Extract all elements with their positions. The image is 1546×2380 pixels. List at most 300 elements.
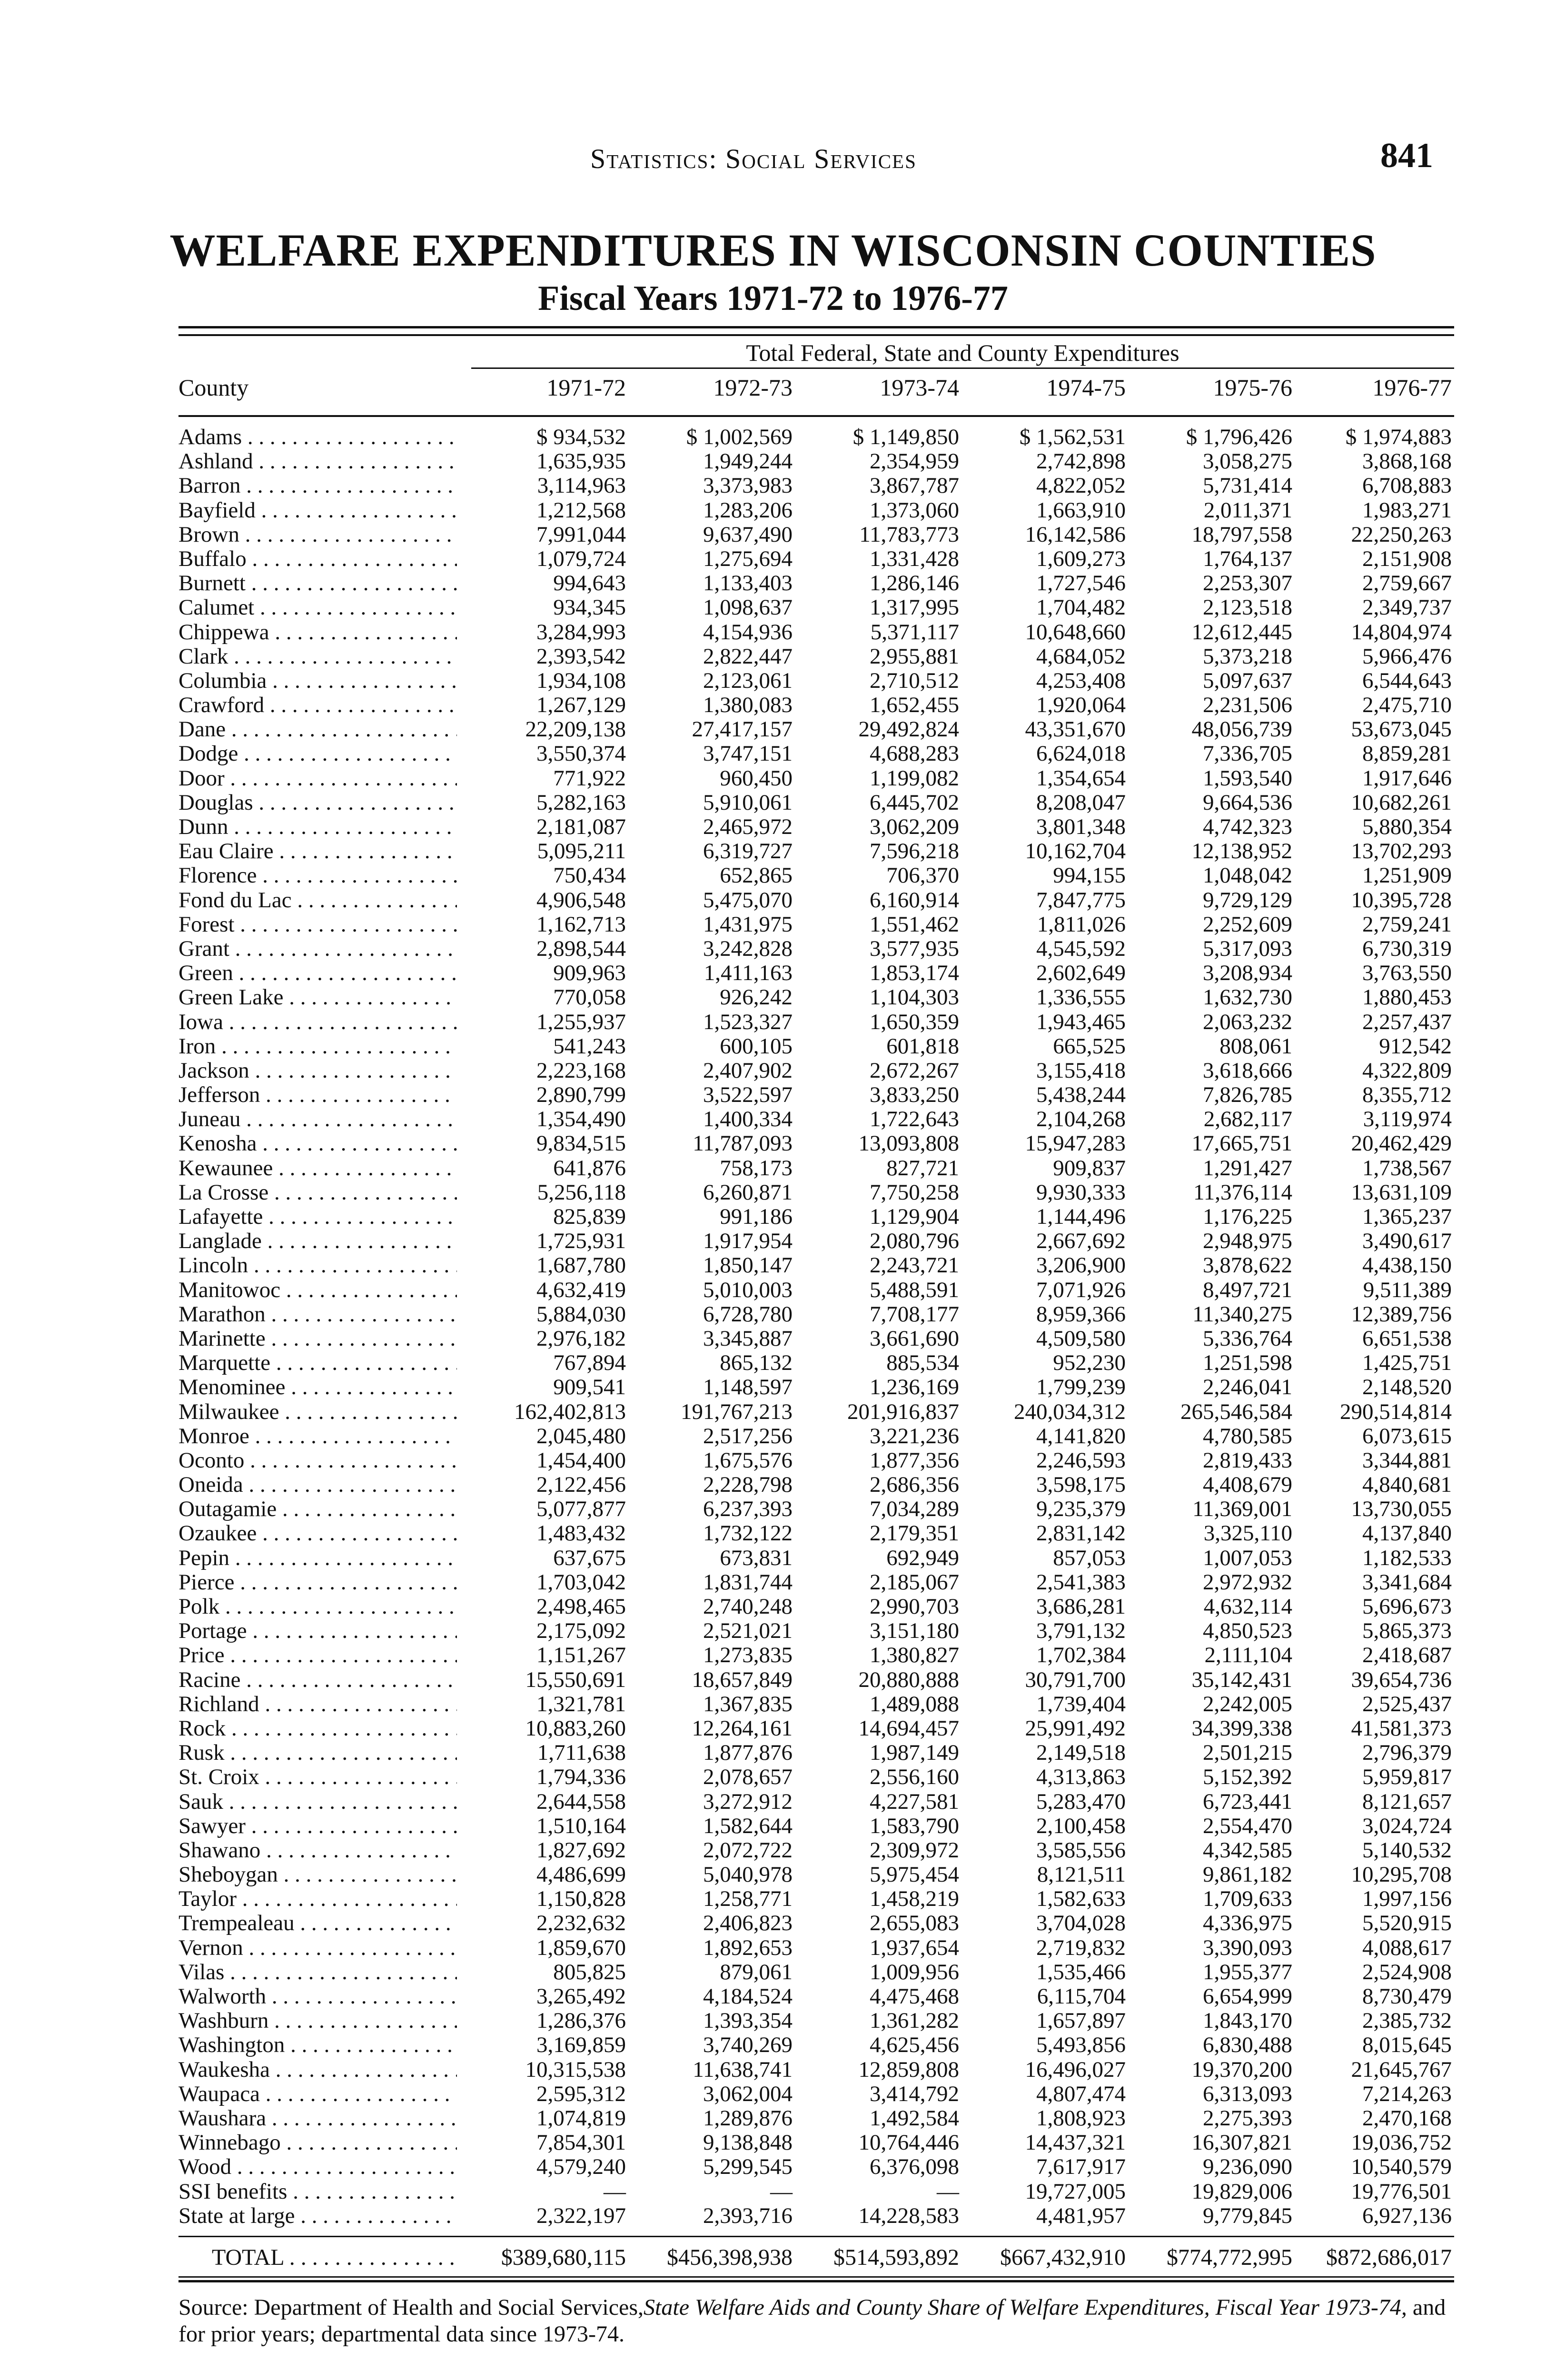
expenditure-cell: 1,892,653: [703, 1935, 793, 1960]
table-row: [178, 498, 1454, 523]
total-value: $514,593,892: [833, 2245, 959, 2270]
expenditure-cell: 5,696,673: [1362, 1594, 1452, 1619]
expenditure-cell: 1,657,897: [1036, 2008, 1126, 2033]
expenditure-cell: 3,344,881: [1362, 1448, 1452, 1473]
expenditure-cell: 2,819,433: [1203, 1448, 1292, 1473]
expenditure-cell: 10,764,446: [858, 2130, 959, 2155]
expenditure-cell: 1,258,771: [703, 1886, 793, 1912]
county-name: Lafayette . . .: [178, 1205, 457, 1229]
expenditure-cell: 3,598,175: [1036, 1472, 1126, 1497]
expenditure-cell: 18,657,849: [692, 1667, 793, 1692]
expenditure-cell: 1,937,654: [870, 1935, 959, 1960]
expenditure-cell: 1,275,694: [703, 546, 793, 571]
expenditure-cell: 20,462,429: [1351, 1131, 1452, 1156]
bottom-rule: [178, 2276, 1454, 2278]
expenditure-cell: 4,227,581: [870, 1789, 959, 1814]
expenditure-cell: 5,865,373: [1362, 1618, 1452, 1644]
expenditure-cell: 7,034,289: [870, 1497, 959, 1522]
expenditure-cell: 1,593,540: [1203, 765, 1292, 791]
expenditure-cell: 2,253,307: [1203, 571, 1292, 596]
expenditure-cell: 2,948,975: [1203, 1229, 1292, 1254]
expenditure-cell: 9,729,129: [1203, 887, 1292, 912]
expenditure-cell: 1,492,584: [870, 2105, 959, 2131]
county-name: State at large . . .: [178, 2204, 457, 2228]
expenditure-cell: 952,230: [1053, 1350, 1126, 1376]
expenditure-cell: 2,393,716: [703, 2203, 793, 2228]
expenditure-cell: 6,730,319: [1362, 936, 1452, 961]
table-row: [178, 1911, 1454, 1935]
expenditure-cell: 12,138,952: [1191, 839, 1292, 864]
expenditure-cell: 2,123,518: [1203, 595, 1292, 620]
expenditure-cell: 2,822,447: [703, 644, 793, 669]
expenditure-cell: 4,807,474: [1036, 2081, 1126, 2106]
expenditure-cell: —: [604, 2179, 626, 2204]
table-row: [178, 791, 1454, 815]
expenditure-cell: 641,876: [553, 1155, 626, 1180]
year-column-header: 1976-77: [1372, 374, 1452, 401]
expenditure-cell: 994,155: [1053, 863, 1126, 888]
expenditure-cell: 2,475,710: [1362, 693, 1452, 718]
table-row: [178, 1448, 1454, 1473]
table-row: [178, 669, 1454, 693]
expenditure-cell: 4,475,468: [870, 1984, 959, 2009]
expenditure-cell: 5,488,591: [870, 1277, 959, 1302]
table-row: [178, 717, 1454, 742]
expenditure-cell: 1,663,910: [1036, 497, 1126, 523]
expenditure-cell: 8,959,366: [1036, 1301, 1126, 1327]
header-rule: [178, 415, 1454, 417]
county-name: Trempealeau . . .: [178, 1911, 457, 1935]
county-name: Manitowoc . . .: [178, 1278, 457, 1302]
table-row: [178, 1595, 1454, 1619]
expenditure-cell: 5,317,093: [1203, 936, 1292, 961]
expenditure-cell: 1,859,670: [536, 1935, 626, 1960]
expenditure-cell: 7,617,917: [1036, 2154, 1126, 2180]
expenditure-cell: 16,496,027: [1025, 2057, 1126, 2082]
expenditure-cell: 3,414,792: [870, 2081, 959, 2106]
expenditure-cell: 6,728,780: [703, 1301, 793, 1327]
expenditure-cell: 1,286,146: [870, 571, 959, 596]
expenditure-cell: 2,672,267: [870, 1058, 959, 1083]
table-row: [178, 766, 1454, 791]
expenditure-cell: 4,336,975: [1203, 1911, 1292, 1936]
county-name: Burnett . . .: [178, 571, 457, 595]
expenditure-cell: 1,255,937: [536, 1009, 626, 1034]
expenditure-cell: 5,077,877: [536, 1497, 626, 1522]
expenditure-cell: 2,309,972: [870, 1837, 959, 1863]
expenditure-cell: 6,654,999: [1203, 1984, 1292, 2009]
table-row: [178, 2155, 1454, 2179]
expenditure-cell: 909,541: [553, 1375, 626, 1400]
expenditure-cell: 2,045,480: [536, 1423, 626, 1448]
expenditure-cell: 1,831,744: [703, 1569, 793, 1595]
expenditure-cell: 2,521,021: [703, 1618, 793, 1644]
expenditure-cell: 1,732,122: [703, 1521, 793, 1546]
expenditure-cell: 827,721: [886, 1155, 959, 1180]
expenditure-cell: 17,665,751: [1191, 1131, 1292, 1156]
expenditure-cell: 10,162,704: [1025, 839, 1126, 864]
expenditure-cell: 22,250,263: [1351, 522, 1452, 547]
table-row: [178, 1083, 1454, 1107]
expenditure-cell: 10,682,261: [1351, 790, 1452, 815]
expenditure-cell: 1,079,724: [536, 546, 626, 571]
table-row: [178, 1400, 1454, 1424]
expenditure-cell: 8,355,712: [1362, 1082, 1452, 1108]
expenditure-cell: 6,260,871: [703, 1180, 793, 1205]
expenditure-cell: —: [770, 2179, 793, 2204]
table-row: [178, 547, 1454, 571]
county-name: Ozaukee . . .: [178, 1521, 457, 1546]
county-name: Iowa . . .: [178, 1010, 457, 1034]
expenditure-cell: 1,251,909: [1362, 863, 1452, 888]
expenditure-cell: 7,708,177: [870, 1301, 959, 1327]
county-name: Menominee . . .: [178, 1375, 457, 1399]
expenditure-cell: 909,963: [553, 961, 626, 986]
county-name: Marathon . . .: [178, 1302, 457, 1327]
expenditure-cell: 7,214,263: [1362, 2081, 1452, 2106]
table-row: [178, 595, 1454, 620]
expenditure-cell: 5,152,392: [1203, 1765, 1292, 1790]
county-name: Pierce . . .: [178, 1570, 457, 1595]
expenditure-cell: 665,525: [1053, 1033, 1126, 1059]
table-row: [178, 1375, 1454, 1399]
expenditure-cell: 2,759,667: [1362, 571, 1452, 596]
expenditure-cell: 1,199,082: [870, 765, 959, 791]
expenditure-cell: 14,228,583: [858, 2203, 959, 2228]
expenditure-cell: 2,011,371: [1203, 497, 1292, 523]
expenditure-cell: 2,122,456: [536, 1472, 626, 1497]
expenditure-cell: 2,682,117: [1203, 1107, 1292, 1132]
expenditure-cell: 8,497,721: [1203, 1277, 1292, 1302]
expenditure-cell: 4,253,408: [1036, 668, 1126, 693]
expenditure-cell: 2,686,356: [870, 1472, 959, 1497]
expenditure-cell: 2,498,465: [536, 1594, 626, 1619]
expenditure-cell: 5,095,211: [537, 839, 626, 864]
table-row: [178, 985, 1454, 1010]
expenditure-cell: 1,523,327: [703, 1009, 793, 1034]
expenditure-cell: 4,742,323: [1203, 814, 1292, 839]
expenditure-cell: 2,123,061: [703, 668, 793, 693]
expenditure-cell: 2,181,087: [536, 814, 626, 839]
expenditure-cell: 1,997,156: [1362, 1886, 1452, 1912]
expenditure-cell: 1,739,404: [1036, 1691, 1126, 1716]
county-name: Winnebago . . .: [178, 2131, 457, 2155]
expenditure-cell: 1,007,053: [1203, 1545, 1292, 1570]
expenditure-cell: 8,015,645: [1362, 2033, 1452, 2058]
expenditure-cell: 2,470,168: [1362, 2105, 1452, 2131]
table-row: [178, 1107, 1454, 1131]
table-row: [178, 1960, 1454, 1984]
county-name: Jefferson . . .: [178, 1083, 457, 1107]
expenditure-cell: 857,053: [1053, 1545, 1126, 1570]
expenditure-cell: 9,664,536: [1203, 790, 1292, 815]
table-row: [178, 1010, 1454, 1034]
expenditure-cell: 4,579,240: [536, 2154, 626, 2180]
expenditure-cell: 11,638,741: [693, 2057, 793, 2082]
expenditure-cell: 9,236,090: [1203, 2154, 1292, 2180]
expenditure-cell: 2,501,215: [1203, 1740, 1292, 1765]
expenditure-cell: 8,121,657: [1362, 1789, 1452, 1814]
total-label: TOTAL . . .: [212, 2243, 457, 2272]
source-prefix: Source: Department of Health and Social Services,: [178, 2295, 644, 2320]
expenditure-cell: 1,393,354: [703, 2008, 793, 2033]
expenditure-cell: 4,438,150: [1362, 1253, 1452, 1278]
expenditure-cell: 2,275,393: [1203, 2105, 1292, 2131]
expenditure-cell: 6,115,704: [1037, 1984, 1126, 2009]
table-row: [178, 2009, 1454, 2033]
expenditure-cell: 1,236,169: [870, 1375, 959, 1400]
expenditure-cell: 240,034,312: [1014, 1399, 1126, 1424]
expenditure-cell: 16,142,586: [1025, 522, 1126, 547]
expenditure-cell: 2,111,104: [1204, 1643, 1292, 1668]
county-name: Fond du Lac . . .: [178, 888, 457, 912]
expenditure-cell: 3,155,418: [1036, 1058, 1126, 1083]
expenditure-cell: 11,787,093: [693, 1131, 793, 1156]
table-row: [178, 1180, 1454, 1205]
expenditure-cell: 4,780,585: [1203, 1423, 1292, 1448]
expenditure-cell: 6,319,727: [703, 839, 793, 864]
expenditure-cell: 2,349,737: [1362, 595, 1452, 620]
table-row: [178, 425, 1454, 449]
expenditure-cell: 770,058: [553, 985, 626, 1010]
expenditure-cell: 2,406,823: [703, 1911, 793, 1936]
source-note: [178, 2294, 1454, 2348]
expenditure-cell: 3,522,597: [703, 1082, 793, 1108]
expenditure-cell: 4,545,592: [1036, 936, 1126, 961]
expenditure-cell: 11,376,114: [1193, 1180, 1292, 1205]
county-name: Douglas . . .: [178, 791, 457, 815]
county-name: Barron . . .: [178, 474, 457, 498]
expenditure-cell: 19,776,501: [1351, 2179, 1452, 2204]
expenditure-cell: 1,454,400: [536, 1448, 626, 1473]
expenditure-cell: 3,878,622: [1203, 1253, 1292, 1278]
expenditure-cell: 1,764,137: [1203, 546, 1292, 571]
expenditure-cell: 912,542: [1379, 1033, 1452, 1059]
expenditure-cell: 1,650,359: [870, 1009, 959, 1034]
table-row: [178, 1692, 1454, 1716]
table-row: [178, 742, 1454, 766]
table-row: [178, 1838, 1454, 1863]
table-row: [178, 1497, 1454, 1521]
county-name: Washburn . . .: [178, 2009, 457, 2033]
expenditure-cell: 2,955,881: [870, 644, 959, 669]
expenditure-cell: 13,093,808: [858, 1131, 959, 1156]
total-row: [178, 2243, 1454, 2272]
expenditure-cell: 7,854,301: [536, 2130, 626, 2155]
expenditure-cell: 3,114,963: [537, 473, 626, 498]
expenditure-cell: 3,577,935: [870, 936, 959, 961]
expenditure-cell: 2,541,383: [1036, 1569, 1126, 1595]
county-column-header: County: [178, 374, 249, 401]
top-rule-secondary: [178, 334, 1454, 336]
year-column-header: 1972-73: [713, 374, 793, 401]
county-name: Polk . . .: [178, 1595, 457, 1619]
expenditure-cell: 1,727,546: [1036, 571, 1126, 596]
expenditure-cell: 1,074,819: [536, 2105, 626, 2131]
expenditure-cell: 1,853,174: [870, 961, 959, 986]
county-name: Sheboygan . . .: [178, 1863, 457, 1887]
expenditure-cell: 6,544,643: [1362, 668, 1452, 693]
expenditure-cell: 6,651,538: [1362, 1326, 1452, 1351]
expenditure-cell: 4,481,957: [1036, 2203, 1126, 2228]
expenditure-cell: 2,554,470: [1203, 1813, 1292, 1838]
table-row: [178, 937, 1454, 961]
county-name: Door . . .: [178, 766, 457, 791]
expenditure-cell: $ 1,562,531: [1019, 425, 1126, 449]
expenditure-cell: 2,322,197: [536, 2203, 626, 2228]
expenditure-cell: 7,847,775: [1036, 887, 1126, 912]
expenditure-cell: 11,783,773: [859, 522, 959, 547]
table-row: [178, 1034, 1454, 1059]
expenditure-cell: 19,727,005: [1025, 2179, 1126, 2204]
table-row: [178, 2082, 1454, 2106]
table-row: [178, 1741, 1454, 1765]
expenditure-cell: 1,373,060: [870, 497, 959, 523]
expenditure-cell: 19,370,200: [1191, 2057, 1292, 2082]
county-name: Kenosha . . .: [178, 1131, 457, 1156]
table-row: [178, 1253, 1454, 1278]
top-rule: [178, 326, 1454, 328]
expenditure-cell: 6,830,488: [1203, 2033, 1292, 2058]
expenditure-cell: 2,385,732: [1362, 2008, 1452, 2033]
expenditure-cell: 3,284,993: [536, 619, 626, 645]
expenditure-cell: 2,556,160: [870, 1765, 959, 1790]
expenditure-cell: 2,063,232: [1203, 1009, 1292, 1034]
county-name: Vilas . . .: [178, 1960, 457, 1984]
expenditure-cell: 1,877,356: [870, 1448, 959, 1473]
expenditure-cell: 1,704,482: [1036, 595, 1126, 620]
table-row: [178, 1814, 1454, 1838]
expenditure-cell: 2,231,506: [1203, 693, 1292, 718]
expenditure-cell: 1,176,225: [1203, 1204, 1292, 1229]
expenditure-cell: 3,550,374: [536, 741, 626, 766]
county-name: Florence . . .: [178, 863, 457, 888]
expenditure-cell: 4,342,585: [1203, 1837, 1292, 1863]
expenditure-cell: 1,510,164: [536, 1813, 626, 1838]
expenditure-cell: 1,709,633: [1203, 1886, 1292, 1912]
expenditure-cell: 2,655,083: [870, 1911, 959, 1936]
expenditure-cell: 41,581,373: [1351, 1716, 1452, 1741]
table-row: [178, 1619, 1454, 1643]
expenditure-cell: 1,212,568: [536, 497, 626, 523]
expenditure-cell: 2,257,437: [1362, 1009, 1452, 1034]
expenditure-cell: 771,922: [553, 765, 626, 791]
expenditure-cell: 1,182,533: [1362, 1545, 1452, 1570]
expenditure-cell: 8,730,479: [1362, 1984, 1452, 2009]
expenditure-cell: 2,831,142: [1036, 1521, 1126, 1546]
expenditure-cell: 6,927,136: [1362, 2203, 1452, 2228]
expenditure-cell: 2,719,832: [1036, 1935, 1126, 1960]
expenditure-cell: 3,058,275: [1203, 449, 1292, 474]
table-row: [178, 1863, 1454, 1887]
expenditure-cell: 1,425,751: [1362, 1350, 1452, 1376]
expenditure-cell: 637,675: [553, 1545, 626, 1570]
expenditure-cell: 1,317,995: [870, 595, 959, 620]
expenditure-cell: 10,883,260: [525, 1716, 626, 1741]
expenditure-cell: 885,534: [886, 1350, 959, 1376]
expenditure-cell: $ 934,532: [536, 425, 626, 449]
expenditure-cell: $ 1,796,426: [1186, 425, 1292, 449]
expenditure-cell: 9,779,845: [1203, 2203, 1292, 2228]
expenditure-cell: 5,493,856: [1036, 2033, 1126, 2058]
expenditure-cell: 1,251,598: [1203, 1350, 1292, 1376]
county-name: Dunn . . .: [178, 815, 457, 839]
expenditure-cell: 865,132: [720, 1350, 793, 1376]
expenditure-cell: 9,511,389: [1363, 1277, 1452, 1302]
county-name: Wood . . .: [178, 2155, 457, 2179]
expenditure-cell: 2,976,182: [536, 1326, 626, 1351]
expenditure-cell: 6,445,702: [870, 790, 959, 815]
county-name: Pepin . . .: [178, 1546, 457, 1570]
expenditure-cell: 750,434: [553, 863, 626, 888]
county-name: Portage . . .: [178, 1619, 457, 1643]
county-name: Juneau . . .: [178, 1107, 457, 1131]
expenditure-cell: 2,243,721: [870, 1253, 959, 1278]
expenditure-cell: 10,648,660: [1025, 619, 1126, 645]
expenditure-cell: 3,325,110: [1203, 1521, 1292, 1546]
table-row: [178, 1205, 1454, 1229]
county-name: Crawford . . .: [178, 693, 457, 717]
county-name: Shawano . . .: [178, 1838, 457, 1863]
page-number: 841: [1380, 136, 1433, 175]
expenditure-cell: 3,686,281: [1036, 1594, 1126, 1619]
expenditure-cell: 2,898,544: [536, 936, 626, 961]
expenditure-cell: 3,791,132: [1036, 1618, 1126, 1644]
expenditure-cell: 3,341,684: [1362, 1569, 1452, 1595]
expenditure-cell: 2,072,722: [703, 1837, 793, 1863]
expenditure-cell: 1,652,455: [870, 693, 959, 718]
expenditure-cell: 7,071,926: [1036, 1277, 1126, 1302]
expenditure-cell: 2,175,092: [536, 1618, 626, 1644]
expenditure-cell: 3,265,492: [536, 1984, 626, 2009]
county-name: Green . . .: [178, 961, 457, 985]
expenditure-cell: 1,675,576: [703, 1448, 793, 1473]
expenditure-cell: 4,408,679: [1203, 1472, 1292, 1497]
table-row: [178, 1473, 1454, 1497]
expenditure-cell: 265,546,584: [1180, 1399, 1292, 1424]
expenditure-cell: 1,725,931: [536, 1229, 626, 1254]
expenditure-cell: 1,380,083: [703, 693, 793, 718]
expenditure-cell: 4,184,524: [703, 1984, 793, 2009]
expenditure-cell: 805,825: [553, 1959, 626, 1984]
table-row: [178, 1156, 1454, 1180]
expenditure-cell: 5,966,476: [1362, 644, 1452, 669]
expenditure-cell: 7,596,218: [870, 839, 959, 864]
expenditure-cell: 3,763,550: [1362, 961, 1452, 986]
table-row: [178, 1424, 1454, 1448]
expenditure-cell: 9,930,333: [1036, 1180, 1126, 1205]
expenditure-cell: 27,417,157: [692, 717, 793, 742]
expenditure-cell: 1,843,170: [1203, 2008, 1292, 2033]
expenditure-cell: 5,299,545: [703, 2154, 793, 2180]
expenditure-cell: 4,137,840: [1362, 1521, 1452, 1546]
expenditure-cell: 1,291,427: [1203, 1155, 1292, 1180]
county-name: Sauk . . .: [178, 1790, 457, 1814]
expenditure-cell: 2,228,798: [703, 1472, 793, 1497]
expenditure-cell: 3,867,787: [870, 473, 959, 498]
year-column-header: 1971-72: [546, 374, 626, 401]
county-name: Forest . . .: [178, 912, 457, 937]
expenditure-cell: 1,687,780: [536, 1253, 626, 1278]
expenditure-cell: 5,097,637: [1203, 668, 1292, 693]
table-row: [178, 1059, 1454, 1083]
expenditure-cell: 8,859,281: [1362, 741, 1452, 766]
expenditure-cell: 1,711,638: [537, 1740, 626, 1765]
table-row: [178, 1765, 1454, 1789]
expenditure-cell: 2,742,898: [1036, 449, 1126, 474]
expenditure-cell: 1,286,376: [536, 2008, 626, 2033]
expenditure-cell: 13,702,293: [1351, 839, 1452, 864]
